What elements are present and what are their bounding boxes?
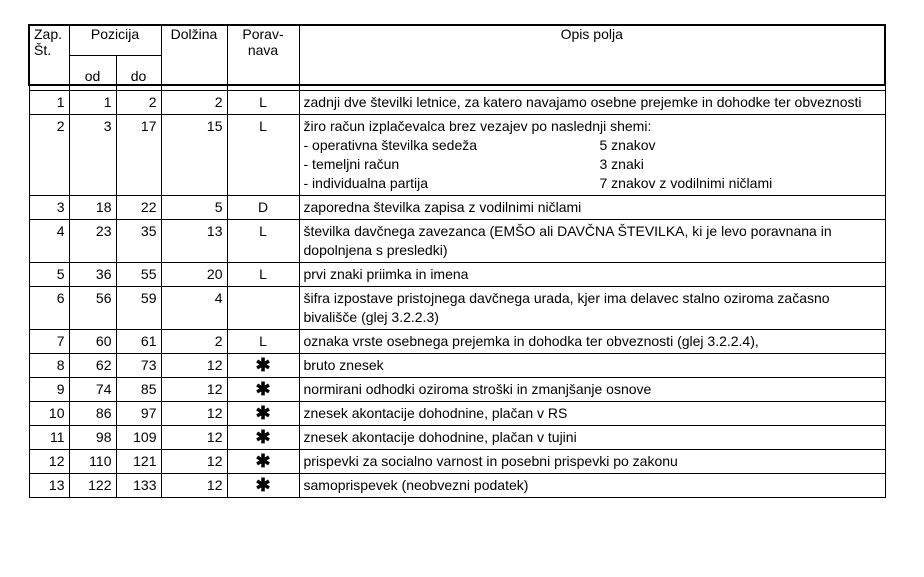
- header-od: od: [69, 55, 116, 85]
- cell-do: 73: [116, 354, 161, 378]
- cell-od: 1: [69, 91, 116, 115]
- cell-zap: 8: [29, 354, 69, 378]
- asterisk-icon: ✱: [227, 426, 299, 450]
- cell-opis: [299, 402, 885, 426]
- cell-poravnava: L: [227, 220, 299, 263]
- table-row: [29, 474, 885, 498]
- cell-od: 62: [69, 354, 116, 378]
- cell-zap: 12: [29, 450, 69, 474]
- table-body: [29, 85, 885, 498]
- cell-dolzina: 12: [161, 426, 227, 450]
- cell-opis: [299, 354, 885, 378]
- cell-do: 17: [116, 115, 161, 196]
- cell-dolzina: 20: [161, 263, 227, 287]
- cell-do: 61: [116, 330, 161, 354]
- cell-opis: [299, 426, 885, 450]
- cell-opis-text: znesek akontacije dohodnine, plačan v RS: [303, 405, 568, 421]
- cell-poravnava: L: [227, 330, 299, 354]
- cell-zap: 4: [29, 220, 69, 263]
- cell-od: 60: [69, 330, 116, 354]
- cell-opis: [299, 474, 885, 498]
- table-row: [29, 330, 885, 354]
- table-row: [29, 115, 885, 196]
- cell-opis-text: znesek akontacije dohodnine, plačan v tujini: [303, 429, 577, 445]
- asterisk-icon: ✱: [227, 450, 299, 474]
- cell-zap: 7: [29, 330, 69, 354]
- opis-sub-item-label: - individualna partija: [303, 175, 429, 191]
- opis-sub-item: [304, 155, 881, 174]
- table-row: [29, 402, 885, 426]
- cell-od: 110: [69, 450, 116, 474]
- table-row: [29, 196, 885, 220]
- cell-opis-text: oznaka vrste osebnega prejemka in dohodka ter obveznosti (glej 3.2.2.4),: [303, 333, 759, 349]
- cell-zap: 13: [29, 474, 69, 498]
- header-zap-st: [29, 25, 69, 85]
- cell-dolzina: 2: [161, 91, 227, 115]
- cell-do: 97: [116, 402, 161, 426]
- header-st: Št.: [34, 42, 52, 58]
- opis-sub-item: [304, 136, 881, 155]
- header-do: do: [116, 55, 161, 85]
- asterisk-icon: ✱: [227, 354, 299, 378]
- opis-sub-item-value: 3 znaki: [599, 156, 644, 172]
- cell-do: 109: [116, 426, 161, 450]
- cell-opis-text: prispevki za socialno varnost in posebni prispevki po zakonu: [303, 453, 678, 469]
- asterisk-icon: ✱: [227, 474, 299, 498]
- cell-od: 56: [69, 287, 116, 330]
- cell-od: 3: [69, 115, 116, 196]
- cell-opis-text: šifra izpostave pristojnega davčnega urada, kjer ima delavec stalno oziroma začasno bivališče (glej 3.2.2.3): [303, 290, 830, 325]
- opis-sub-item-value: 5 znakov: [599, 137, 656, 153]
- opis-sub-item-label: - operativna številka sedeža: [303, 137, 478, 153]
- cell-zap: 11: [29, 426, 69, 450]
- table-row: [29, 287, 885, 330]
- header-pozicija: Pozicija: [69, 25, 161, 55]
- cell-poravnava: [227, 287, 299, 330]
- cell-zap: 10: [29, 402, 69, 426]
- cell-dolzina: 15: [161, 115, 227, 196]
- header-zap: Zap.: [34, 26, 63, 42]
- cell-poravnava: D: [227, 196, 299, 220]
- cell-dolzina: 13: [161, 220, 227, 263]
- opis-sub-item-value: 7 znakov z vodilnimi ničlami: [599, 175, 773, 191]
- cell-dolzina: 5: [161, 196, 227, 220]
- cell-opis-text: zadnji dve številki letnice, za katero navajamo osebne prejemke in dohodke ter obveznosti: [303, 94, 862, 110]
- cell-od: 122: [69, 474, 116, 498]
- cell-dolzina: 12: [161, 354, 227, 378]
- table-row: [29, 426, 885, 450]
- cell-do: 133: [116, 474, 161, 498]
- cell-poravnava: L: [227, 91, 299, 115]
- cell-opis: [299, 450, 885, 474]
- cell-opis-text: žiro račun izplačevalca brez vezajev po naslednji shemi:: [303, 118, 652, 134]
- cell-opis-text: samoprispevek (neobvezni podatek): [303, 477, 529, 493]
- cell-do: 35: [116, 220, 161, 263]
- cell-opis: [299, 263, 885, 287]
- cell-dolzina: 2: [161, 330, 227, 354]
- cell-opis: [299, 287, 885, 330]
- cell-opis: [299, 220, 885, 263]
- header-poravnava: Porav- nava: [227, 25, 299, 85]
- cell-od: 18: [69, 196, 116, 220]
- table-row: [29, 220, 885, 263]
- cell-opis: [299, 115, 885, 196]
- cell-zap: 6: [29, 287, 69, 330]
- table-row: [29, 91, 885, 115]
- cell-opis-text: normirani odhodki oziroma stroški in zmanjšanje osnove: [303, 381, 652, 397]
- cell-opis-text: zaporedna številka zapisa z vodilnimi ničlami: [303, 199, 582, 215]
- cell-zap: 5: [29, 263, 69, 287]
- opis-sub-item: [304, 174, 881, 193]
- table-row: [29, 354, 885, 378]
- cell-dolzina: 4: [161, 287, 227, 330]
- cell-do: 85: [116, 378, 161, 402]
- table-row: [29, 450, 885, 474]
- cell-do: 55: [116, 263, 161, 287]
- cell-opis: [299, 378, 885, 402]
- cell-od: 36: [69, 263, 116, 287]
- cell-poravnava: L: [227, 115, 299, 196]
- cell-dolzina: 12: [161, 402, 227, 426]
- cell-dolzina: 12: [161, 450, 227, 474]
- table-header: [29, 25, 885, 85]
- cell-od: 23: [69, 220, 116, 263]
- opis-sub-list: [304, 136, 881, 193]
- cell-do: 2: [116, 91, 161, 115]
- cell-od: 74: [69, 378, 116, 402]
- cell-opis: [299, 196, 885, 220]
- cell-od: 98: [69, 426, 116, 450]
- table-row: [29, 263, 885, 287]
- table-row: [29, 378, 885, 402]
- cell-dolzina: 12: [161, 378, 227, 402]
- field-spec-table: [28, 24, 886, 498]
- cell-do: 121: [116, 450, 161, 474]
- cell-zap: 1: [29, 91, 69, 115]
- cell-opis: [299, 330, 885, 354]
- asterisk-icon: ✱: [227, 378, 299, 402]
- cell-do: 59: [116, 287, 161, 330]
- cell-poravnava: L: [227, 263, 299, 287]
- cell-opis-text: bruto znesek: [303, 357, 384, 373]
- cell-zap: 2: [29, 115, 69, 196]
- field-spec-table-frame: [28, 24, 886, 498]
- cell-zap: 9: [29, 378, 69, 402]
- cell-opis-text: številka davčnega zavezanca (EMŠO ali DAVČNA ŠTEVILKA, ki je levo poravnana in dopolnjena s presledki): [303, 223, 832, 258]
- cell-od: 86: [69, 402, 116, 426]
- cell-zap: 3: [29, 196, 69, 220]
- cell-opis: [299, 91, 885, 115]
- header-opis-polja: Opis polja: [299, 25, 885, 85]
- opis-sub-item-label: - temeljni račun: [303, 156, 400, 172]
- cell-do: 22: [116, 196, 161, 220]
- cell-dolzina: 12: [161, 474, 227, 498]
- asterisk-icon: ✱: [227, 402, 299, 426]
- header-dolzina: Dolžina: [161, 25, 227, 85]
- cell-opis-text: prvi znaki priimka in imena: [303, 266, 469, 282]
